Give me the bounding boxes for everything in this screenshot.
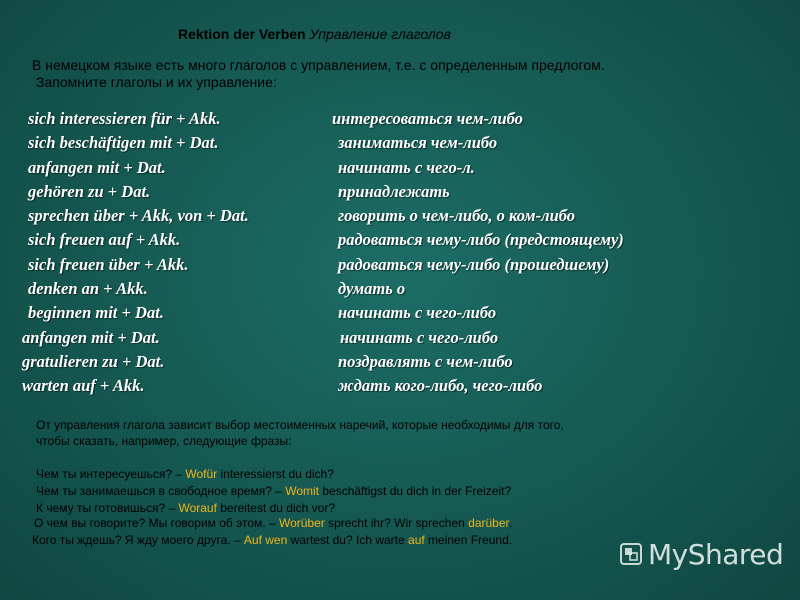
explanation-line-2: чтобы сказать, например, следующие фразы:: [36, 434, 292, 448]
example-german: beschäftigst du dich in der Freizeit?: [319, 484, 512, 498]
verb-row: [0, 133, 800, 157]
title-german: Rektion der Verben: [178, 26, 306, 42]
example-line: [34, 516, 512, 530]
verb-row: [0, 182, 800, 206]
logo-text: MyShared: [648, 537, 784, 571]
verb-russian: принадлежать: [338, 181, 450, 201]
example-pronominal-adverb: Auf wen: [243, 533, 288, 547]
example-german: wartest du? Ich warte: [287, 533, 409, 547]
intro-line-1: В немецком языке есть много глаголов с управлением, т.е. с определенным предлогом.: [32, 57, 605, 73]
verb-russian: начинать с чего-л.: [338, 157, 475, 177]
verb-german: sich freuen über + Akk.: [28, 254, 189, 274]
example-german: sprecht ihr? Wir sprechen: [324, 516, 469, 530]
example-line: [36, 484, 511, 498]
verb-row: [0, 279, 800, 303]
verb-russian: радоваться чему-либо (прошедшему): [338, 254, 610, 274]
example-german: bereitest du dich vor?: [216, 501, 335, 515]
verb-german: sprechen über + Akk, von + Dat.: [28, 206, 249, 226]
verb-german: gehören zu + Dat.: [28, 181, 151, 201]
verb-german: sich freuen auf + Akk.: [28, 230, 181, 250]
example-pronominal-adverb: Worüber: [278, 516, 325, 530]
verb-german: beginnen mit + Dat.: [28, 303, 164, 323]
verb-german: denken an + Akk.: [28, 279, 148, 299]
verb-russian: поздравлять с чем-либо: [338, 351, 513, 371]
verb-row: [0, 109, 800, 133]
intro-line-2: Запомните глаголы и их управление:: [36, 74, 277, 90]
verb-german: anfangen mit + Dat.: [22, 327, 160, 347]
verb-german: sich interessieren für + Akk.: [28, 109, 221, 128]
example-line: [32, 533, 512, 547]
verb-russian: думать о: [338, 279, 406, 299]
example-russian: Чем ты интересуешься? –: [36, 467, 186, 481]
verb-german: gratulieren zu + Dat.: [22, 351, 165, 371]
myshared-logo: [620, 534, 783, 574]
verb-row: [0, 158, 800, 182]
example-highlight: darüber: [468, 516, 509, 530]
verb-row: [0, 230, 800, 254]
explanation-line-1: От управления глагола зависит выбор местоименных наречий, которые необходимы для того,: [36, 418, 564, 432]
example-highlight: auf: [408, 533, 425, 547]
example-german: meinen Freund.: [424, 533, 513, 547]
verb-row: [0, 255, 800, 279]
example-german: .: [508, 516, 513, 530]
verb-row: [0, 303, 800, 327]
verb-list: [0, 109, 800, 401]
verb-russian: начинать с чего-либо: [338, 303, 497, 323]
example-russian: Кого ты ждешь? Я жду моего друга. –: [32, 533, 244, 547]
example-line: [36, 501, 335, 515]
verb-german: anfangen mit + Dat.: [28, 157, 166, 177]
verb-row: [0, 206, 800, 230]
verb-russian: радоваться чему-либо (предстоящему): [338, 230, 624, 250]
example-russian: К чему ты готовишься? –: [36, 501, 179, 515]
example-pronominal-adverb: Womit: [285, 484, 320, 498]
verb-russian: интересоваться чем-либо: [332, 109, 523, 128]
verb-russian: ждать кого-либо, чего-либо: [338, 376, 543, 396]
verb-german: sich beschäftigen mit + Dat.: [28, 133, 219, 153]
verb-german: warten auf + Akk.: [22, 376, 145, 396]
intro-text: [32, 57, 605, 91]
myshared-logo-icon: [620, 543, 642, 565]
verb-row: [0, 352, 800, 376]
verb-row: [0, 376, 800, 400]
title-russian: Управление глаголов: [309, 26, 451, 42]
example-pronominal-adverb: Wofür: [185, 467, 218, 481]
example-german: interessierst du dich?: [217, 467, 334, 481]
verb-russian: начинать с чего-либо: [340, 327, 499, 347]
example-line: [36, 467, 334, 481]
slide-title: [178, 26, 451, 42]
verb-russian: говорить о чем-либо, о ком-либо: [338, 206, 576, 226]
example-russian: О чем вы говорите? Мы говорим об этом. –: [34, 516, 279, 530]
verb-russian: заниматься чем-либо: [338, 133, 498, 153]
example-pronominal-adverb: Worauf: [178, 501, 217, 515]
verb-row: [0, 328, 800, 352]
example-russian: Чем ты занимаешься в свободное время? –: [36, 484, 286, 498]
